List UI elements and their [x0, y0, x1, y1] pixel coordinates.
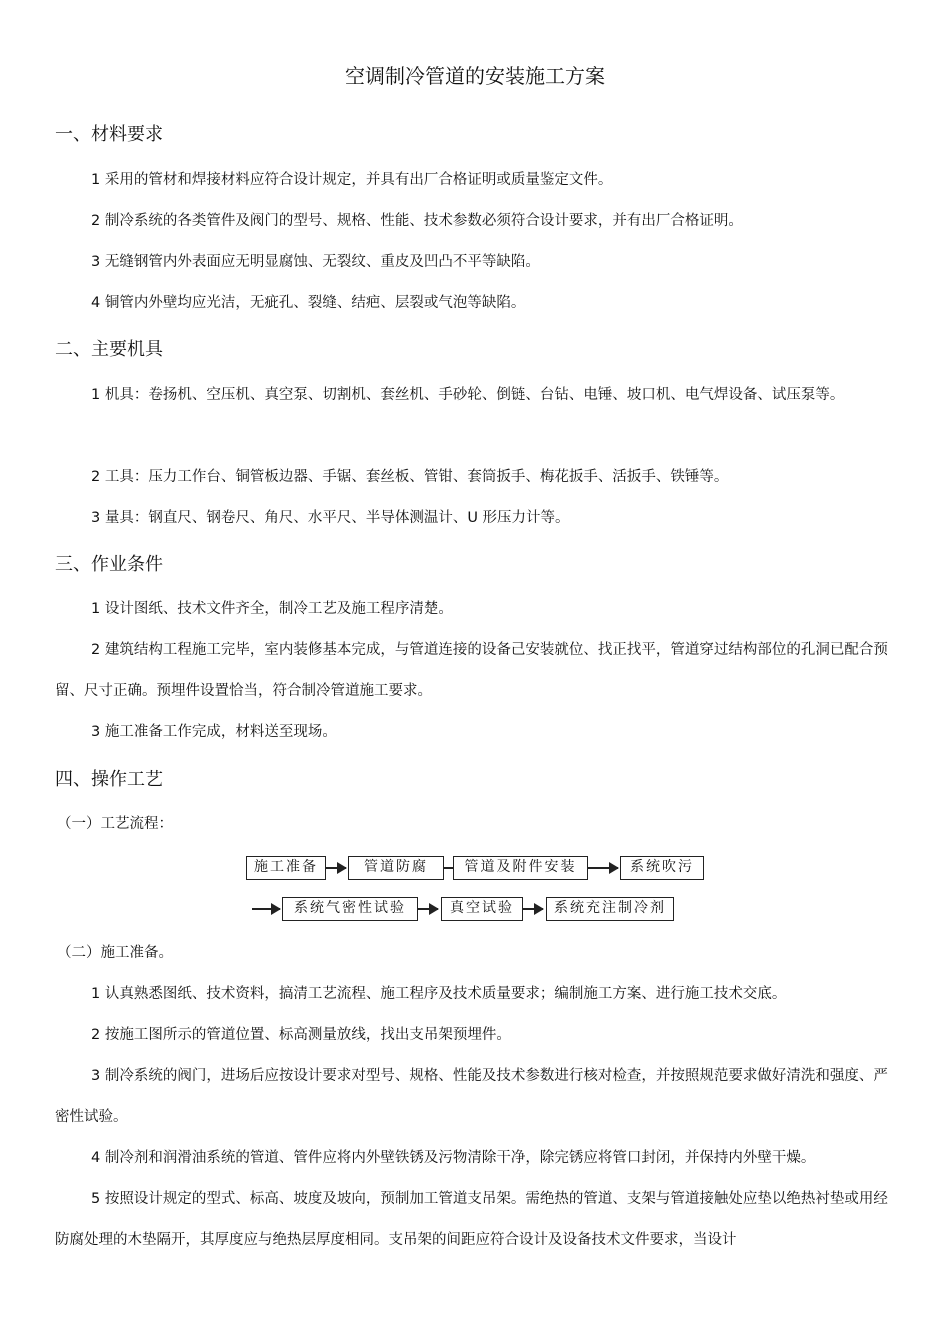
document-title [0, 60, 950, 89]
paragraph: 3 无缝钢管内外表面应无明显腐蚀、无裂纹、重皮及凹凸不平等缺陷。 [91, 254, 540, 270]
flow-step-airtight-test: 系统气密性试验 [282, 897, 418, 921]
flow-step-blowdown: 系统吹污 [620, 856, 704, 880]
flow-arrow [523, 908, 543, 910]
section-heading-materials: 一、材料要求 [55, 124, 163, 145]
paragraph: 2 制冷系统的各类管件及阀门的型号、规格、性能、技术参数必须符合设计要求，并有出厂合格证明。 [91, 213, 743, 229]
title-main: 空调制冷管道的安装 [345, 64, 525, 88]
flow-arrow [252, 908, 280, 910]
paragraph: 3 制冷系统的阀门，进场后应按设计要求对型号、规格、性能及技术参数进行核对检查，并按照规范要求做好清洗和强度、严密性试验。 [55, 1068, 888, 1125]
flow-step-refrigerant-charge: 系统充注制冷剂 [546, 897, 674, 921]
flow-step-install: 管道及附件安装 [453, 856, 588, 880]
paragraph: 3 施工准备工作完成，材料送至现场。 [91, 724, 337, 740]
flow-arrow [418, 908, 438, 910]
subheading-preparation: （二）施工准备。 [57, 945, 173, 961]
flow-step-prepare: 施工准备 [246, 856, 326, 880]
paragraph: 3 量具：钢直尺、钢卷尺、角尺、水平尺、半导体测温计、U 形压力计等。 [91, 510, 570, 526]
title-suffix: 施工方案 [525, 64, 605, 88]
paragraph: 5 按照设计规定的型式、标高、坡度及坡向，预制加工管道支吊架。需绝热的管道、支架与管道接触处应垫以绝热衬垫或用经防腐处理的木垫隔开，其厚度应与绝热层厚度相同。支吊架的间距应符合设计及设备技术文件要求，当设计 [55, 1191, 888, 1248]
paragraph: 1 采用的管材和焊接材料应符合设计规定，并具有出厂合格证明或质量鉴定文件。 [91, 172, 613, 188]
paragraph: 4 制冷剂和润滑油系统的管道、管件应将内外壁铁锈及污物清除干净，除完锈应将管口封闭，并保持内外壁干燥。 [91, 1150, 816, 1166]
paragraph: 2 建筑结构工程施工完毕，室内装修基本完成，与管道连接的设备己安装就位、找正找平，管道穿过结构部位的孔洞已配合预留、尺寸正确。预埋件设置恰当，符合制冷管道施工要求。 [55, 642, 888, 699]
paragraph: 1 认真熟悉图纸、技术资料，搞清工艺流程、施工程序及技术质量要求；编制施工方案、进行施工技术交底。 [91, 986, 787, 1002]
section-heading-process: 四、操作工艺 [55, 769, 163, 790]
paragraph: 4 铜管内外壁均应光洁，无疵孔、裂缝、结疤、层裂或气泡等缺陷。 [91, 295, 526, 311]
flow-arrow [326, 867, 346, 869]
paragraph: 1 设计图纸、技术文件齐全，制冷工艺及施工程序清楚。 [91, 601, 453, 617]
flow-arrow [588, 867, 618, 869]
paragraph: 2 工具：压力工作台、铜管板边器、手锯、套丝板、管钳、套筒扳手、梅花扳手、活扳手、铁锤等。 [91, 469, 729, 485]
paragraph: 1 机具：卷扬机、空压机、真空泵、切割机、套丝机、手砂轮、倒链、台钻、电锤、坡口机、电气焊设备、试压泵等。 [91, 387, 845, 403]
process-flow-diagram [240, 848, 710, 928]
subheading-flow: （一）工艺流程： [57, 816, 173, 832]
flow-step-anticorrosion: 管道防腐 [348, 856, 444, 880]
section-heading-conditions: 三、作业条件 [55, 554, 163, 575]
paragraph: 2 按施工图所示的管道位置、标高测量放线，找出支吊架预埋件。 [91, 1027, 511, 1043]
section-heading-tools: 二、主要机具 [55, 339, 163, 360]
flow-step-vacuum-test: 真空试验 [441, 897, 523, 921]
